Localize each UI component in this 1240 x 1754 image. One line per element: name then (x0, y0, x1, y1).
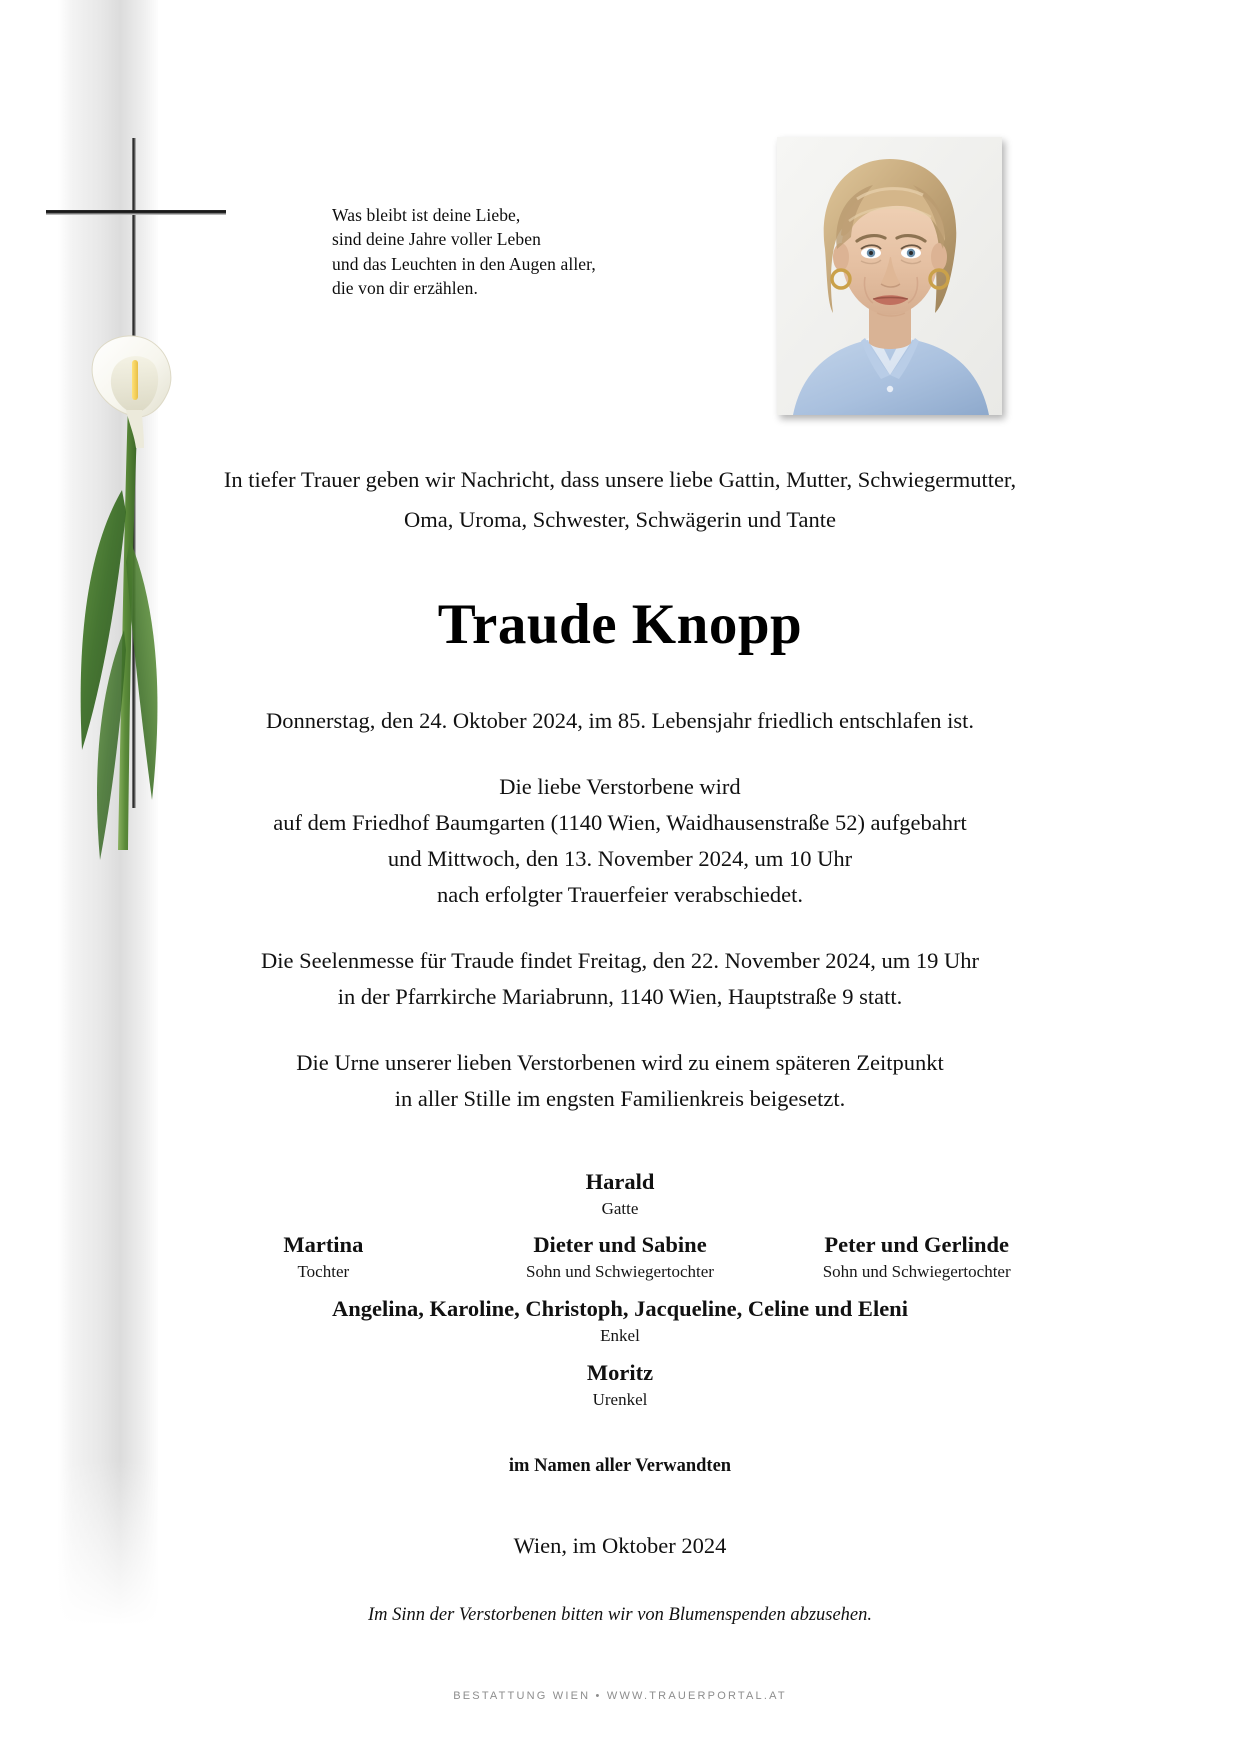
footer-credit: BESTATTUNG WIEN • WWW.TRAUERPORTAL.AT (453, 1690, 787, 1702)
family-spouse (175, 1167, 1065, 1221)
portrait-photo (777, 137, 1002, 415)
child-2-name: Dieter und Sabine (533, 1231, 707, 1257)
family-children-row (175, 1230, 1065, 1284)
place-and-date: Wien, im Oktober 2024 (513, 1532, 727, 1558)
funeral-line-1: Die liebe Verstorbene wird (499, 773, 741, 799)
child-3-role: Sohn und Schwiegertochter (822, 1261, 1011, 1281)
intro-line-2: Oma, Uroma, Schwester, Schwägerin und Tante (404, 507, 836, 532)
poem-line-4: die von dir erzählen. (332, 278, 478, 299)
child-column-1 (175, 1230, 472, 1284)
great-grandchild-name: Moritz (586, 1359, 654, 1385)
poem-line-1: Was bleibt ist deine Liebe, (332, 205, 521, 225)
intro-line-1: In tiefer Trauer geben wir Nachricht, dass unsere liebe Gattin, Mutter, Schwiegermutter, (223, 467, 1017, 492)
child-column-3 (768, 1230, 1065, 1284)
poem-line-3: und das Leuchten in den Augen aller, (332, 253, 596, 274)
spouse-role: Gatte (601, 1198, 639, 1218)
mass-details (175, 943, 1065, 1015)
announcement-body (175, 460, 1065, 1626)
death-date-line: Donnerstag, den 24. Oktober 2024, im 85. Lebensjahr friedlich entschlafen ist. (266, 707, 974, 733)
urn-line-1: Die Urne unserer lieben Verstorbenen wird zu einem späteren Zeitpunkt (296, 1049, 944, 1075)
family-great-grandchildren (175, 1358, 1065, 1412)
family-grandchildren (175, 1294, 1065, 1348)
deceased-name: Traude Knopp (437, 593, 803, 656)
cross-horizontal-bar (46, 210, 226, 215)
spouse-name: Harald (585, 1168, 655, 1194)
funeral-line-3: und Mittwoch, den 13. November 2024, um 10 Uhr (387, 845, 853, 871)
child-1-name: Martina (283, 1231, 364, 1257)
mass-line-1: Die Seelenmesse für Traude findet Freitag, den 22. November 2024, um 19 Uhr (261, 947, 979, 973)
memorial-poem (332, 203, 596, 301)
flowers-note: Im Sinn der Verstorbenen bitten wir von Blumenspenden abzusehen. (367, 1604, 873, 1625)
child-column-2 (472, 1230, 769, 1284)
mass-line-2: in der Pfarrkirche Mariabrunn, 1140 Wien, Hauptstraße 9 statt. (337, 983, 903, 1009)
family-list (175, 1167, 1065, 1477)
urn-details (175, 1045, 1065, 1117)
child-1-role: Tochter (297, 1261, 350, 1281)
child-2-role: Sohn und Schwiegertochter (526, 1261, 714, 1281)
urn-line-2: in aller Stille im engsten Familienkreis beigesetzt. (394, 1085, 846, 1111)
announcement-intro (175, 460, 1065, 540)
poem-line-2: sind deine Jahre voller Leben (332, 229, 541, 250)
great-grandchild-role: Urenkel (592, 1389, 648, 1409)
child-3-name: Peter und Gerlinde (824, 1231, 1009, 1257)
on-behalf-note: im Namen aller Verwandten (508, 1455, 732, 1476)
grandchildren-names: Angelina, Karoline, Christoph, Jacqueline, Celine und Eleni (332, 1295, 908, 1321)
funeral-line-4: nach erfolgter Trauerfeier verabschiedet. (436, 881, 804, 907)
funeral-details (175, 769, 1065, 913)
funeral-line-2: auf dem Friedhof Baumgarten (1140 Wien, Waidhausenstraße 52) aufgebahrt (273, 809, 967, 835)
grandchildren-role: Enkel (600, 1325, 640, 1345)
